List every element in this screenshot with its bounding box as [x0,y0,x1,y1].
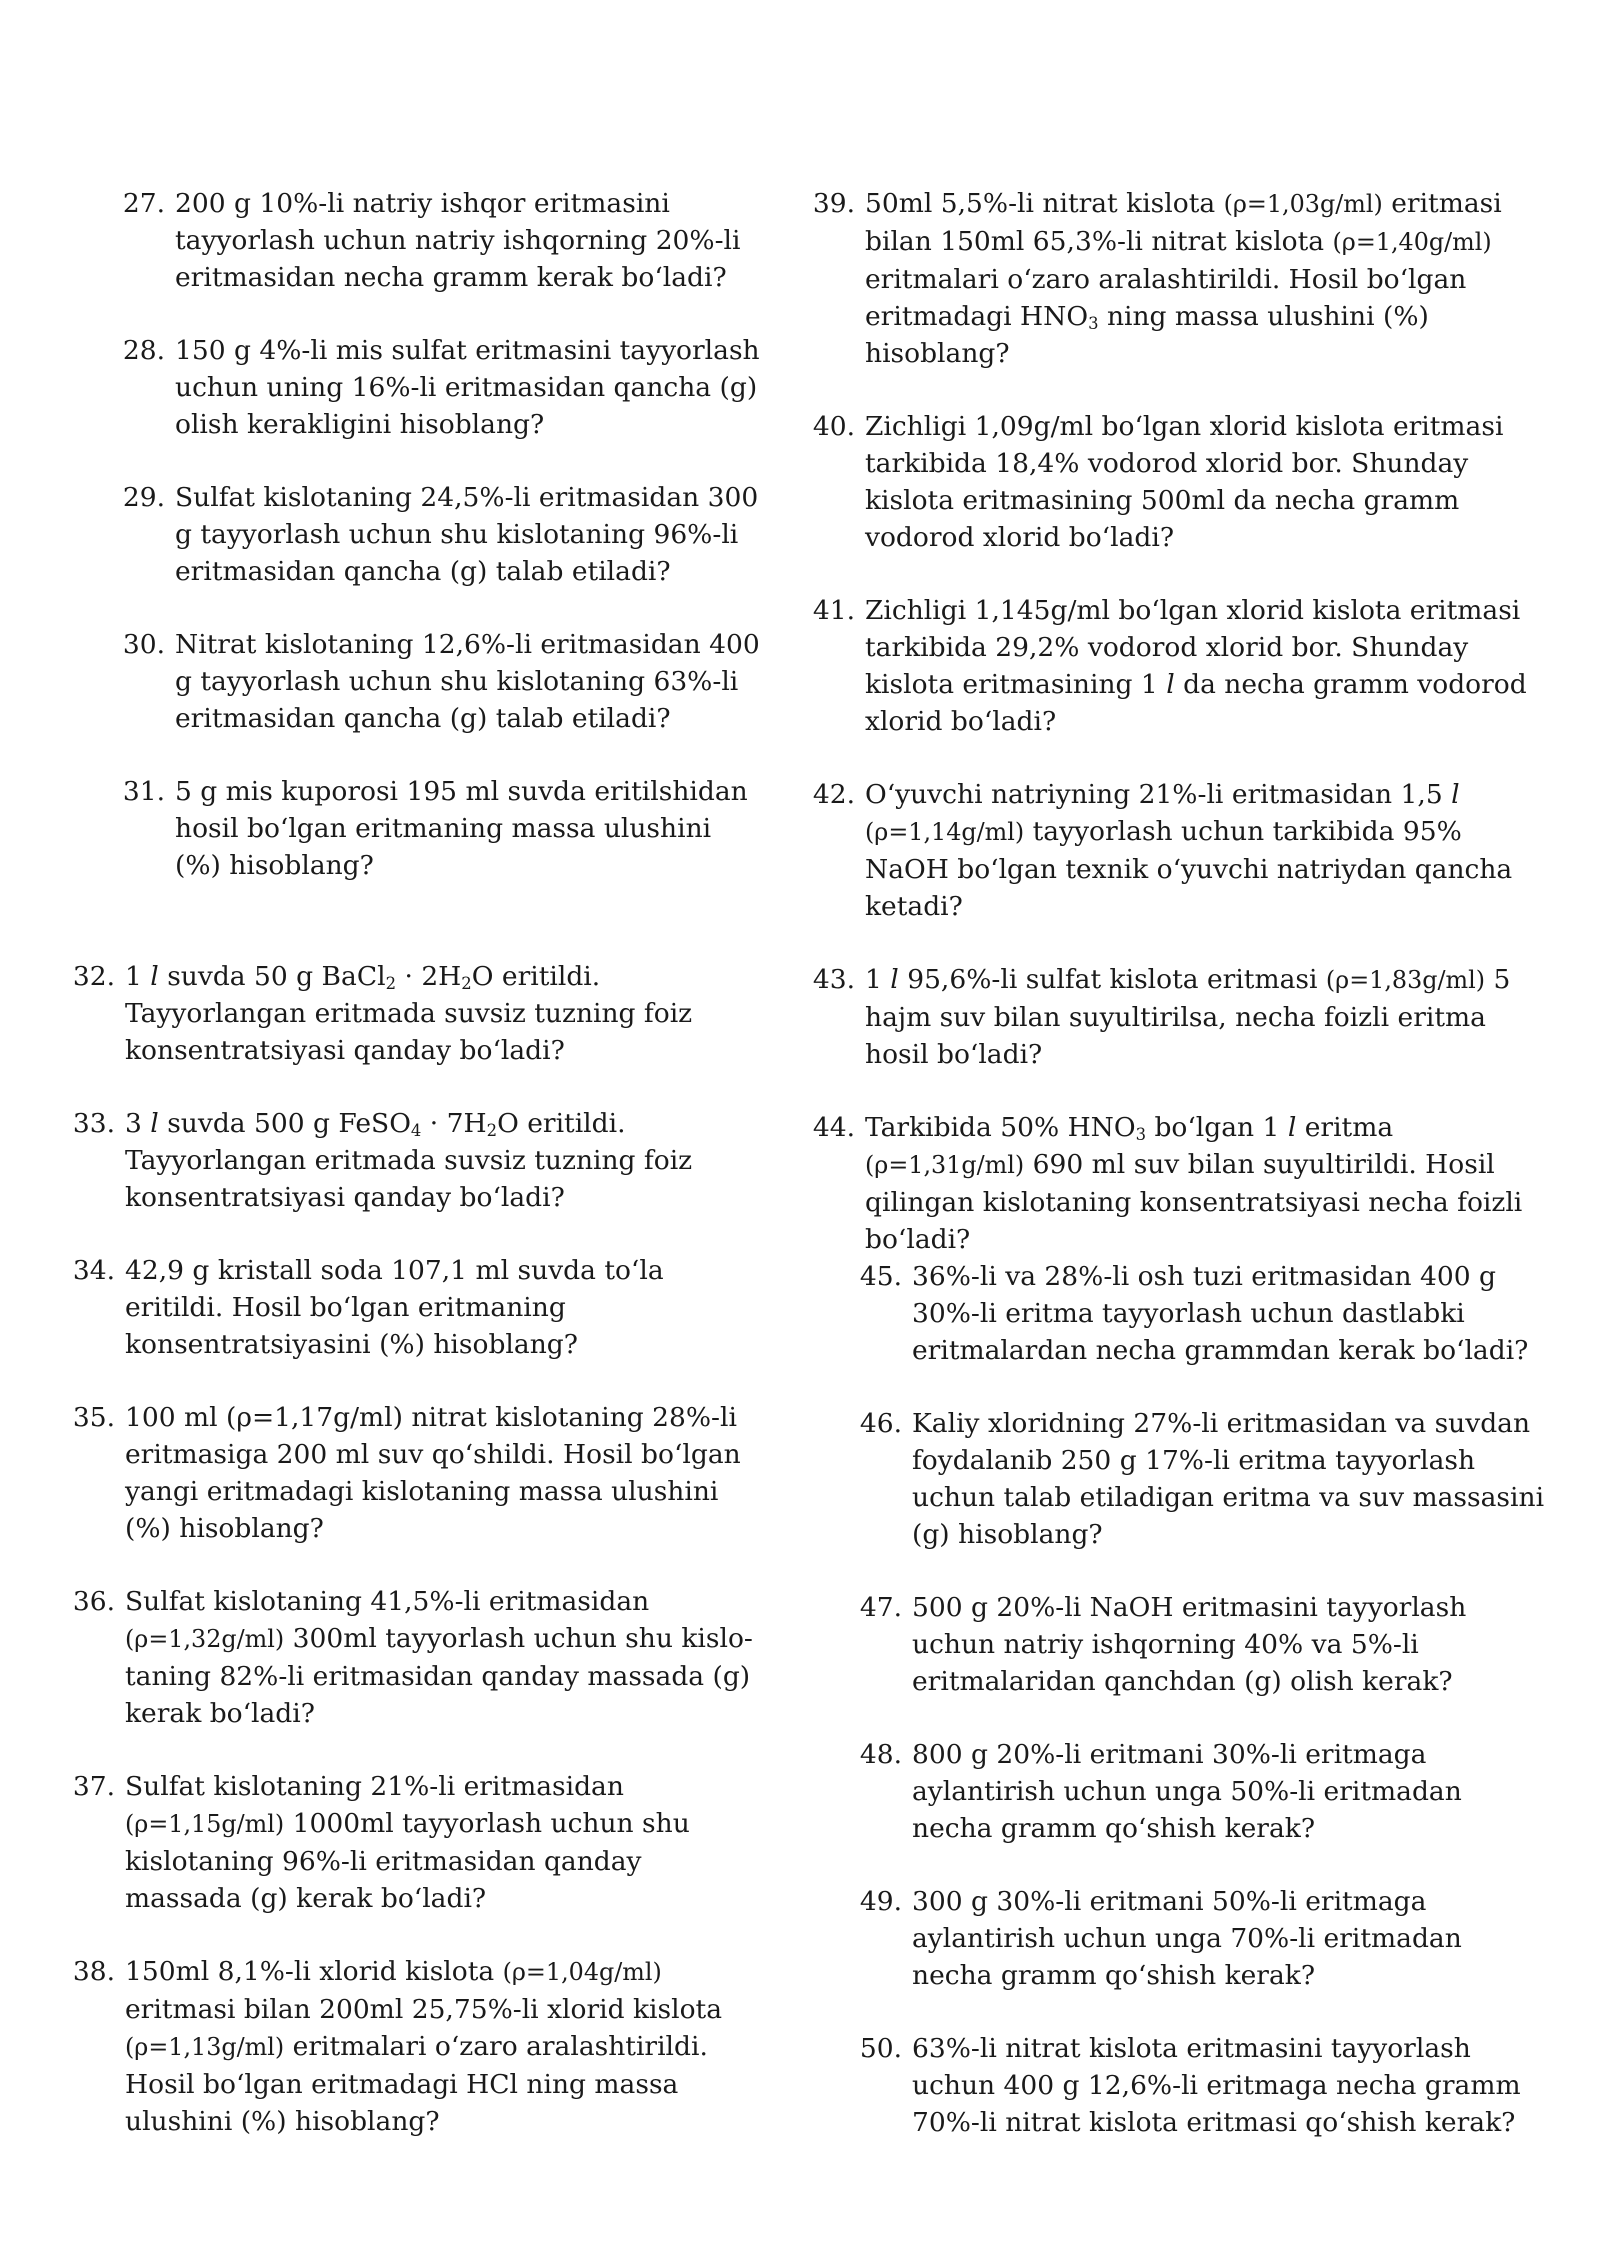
question-text: 50ml 5,5%-li nitrat kislota (ρ=1,03g/ml) eritmasi bilan 150ml 65,3%-li nitrat kislota (ρ=1,40g/ml) eritmalari o‘zaro aralashtirildi. Hosil bo‘lgan eritmadagi $HNO_3$ ning massa ulushini (%) hisoblang? [865,188,1502,369]
question-number: 49. [859,1886,902,1917]
question-44 [800,1109,1545,1258]
question-number: 48. [859,1739,902,1770]
question-47 [800,1589,1545,1700]
question-40 [800,408,1545,556]
question-text: 63%-li nitrat kislota eritmasini tayyorlash uchun 400 g 12,6%-li eritmaga necha gramm 70%-li nitrat kislota eritmasi qo‘shish kerak? [912,2033,1521,2138]
question-number: 45. [859,1261,902,1292]
question-number: 37. [72,1771,115,1802]
question-38 [60,1953,760,2140]
question-39 [800,185,1545,372]
question-number: 40. [812,411,855,442]
question-text: 1 l 95,6%-li sulfat kislota eritmasi (ρ=1,83g/ml) 5 hajm suv bilan suyultirilsa, necha foizli eritma hosil bo‘ladi? [865,964,1511,1070]
question-number: 29. [122,482,165,513]
question-text: 800 g 20%-li eritmani 30%-li eritmaga aylantirish uchun unga 50%-li eritmadan necha gramm qo‘shish kerak? [912,1739,1462,1844]
question-number: 44. [812,1112,855,1143]
question-41 [800,592,1545,740]
question-text: 300 g 30%-li eritmani 50%-li eritmaga aylantirish uchun unga 70%-li eritmadan necha gramm qo‘shish kerak? [912,1886,1462,1991]
question-42 [800,776,1545,925]
right-column [800,185,1545,2141]
question-number: 46. [859,1408,902,1439]
question-text: 42,9 g kristall soda 107,1 ml suvda to‘la eritildi. Hosil bo‘lgan eritmaning konsentratsiyasini (%) hisoblang? [125,1255,664,1360]
question-32 [60,958,760,1069]
question-30 [60,626,760,737]
question-text: 36%-li va 28%-li osh tuzi eritmasidan 400 g 30%-li eritma tayyorlash uchun dastlabki eritmalardan necha grammdan kerak bo‘ladi? [912,1261,1529,1366]
question-36 [60,1583,760,1732]
question-number: 32. [72,961,115,992]
question-number: 42. [812,779,855,810]
question-text: 150 g 4%-li mis sulfat eritmasini tayyorlash uchun uning 16%-li eritmasidan qancha (g) olish kerakligini hisoblang? [175,335,760,440]
question-43 [800,961,1545,1073]
question-text: Zichligi 1,145g/ml bo‘lgan xlorid kislota eritmasi tarkibida 29,2% vodorod xlorid bor. Shunday kislota eritmasining 1 l da necha gramm vodorod xlorid bo‘ladi? [865,595,1527,737]
question-text: 5 g mis kuporosi 195 ml suvda eritilshidan hosil bo‘lgan eritmaning massa ulushini (%) hisoblang? [175,776,748,881]
question-34 [60,1252,760,1363]
question-31 [60,773,760,884]
question-number: 39. [812,188,855,219]
question-text: 150ml 8,1%-li xlorid kislota (ρ=1,04g/ml) eritmasi bilan 200ml 25,75%-li xlorid kislota (ρ=1,13g/ml) eritmalari o‘zaro aralashtirildi. Hosil bo‘lgan eritmadagi HCl ning massa ulushini (%) hisoblang? [125,1956,723,2137]
question-number: 31. [122,776,165,807]
question-number: 36. [72,1586,115,1617]
question-33 [60,1105,760,1216]
question-28 [60,332,760,443]
question-text: 200 g 10%-li natriy ishqor eritmasini tayyorlash uchun natriy ishqorning 20%-li eritmasidan necha gramm kerak bo‘ladi? [175,188,741,293]
left-column [60,185,760,2140]
question-text: 3 l suvda 500 g FeSO$_4$ · $7H_2O$ eritildi. Tayyorlangan eritmada suvsiz tuzning foiz konsentratsiyasi qanday bo‘ladi? [125,1108,693,1213]
question-text: Nitrat kislotaning 12,6%-li eritmasidan 400 g tayyorlash uchun shu kislotaning 63%-li eritmasidan qancha (g) talab etiladi? [175,629,760,734]
question-text: Tarkibida 50% $HNO_3$ bo‘lgan 1 l eritma (ρ=1,31g/ml) 690 ml suv bilan suyultirildi. Hosil qilingan kislotaning konsentratsiyasi necha foizli bo‘ladi? [865,1112,1523,1255]
question-37 [60,1768,760,1917]
question-text: 500 g 20%-li NaOH eritmasini tayyorlash uchun natriy ishqorning 40% va 5%-li eritmalaridan qanchdan (g) olish kerak? [912,1592,1467,1697]
question-text: Sulfat kislotaning 41,5%-li eritmasidan (ρ=1,32g/ml) 300ml tayyorlash uchun shu kislo-taning 82%-li eritmasidan qanday massada (g) kerak bo‘ladi? [125,1586,753,1729]
question-text: Sulfat kislotaning 21%-li eritmasidan (ρ=1,15g/ml) 1000ml tayyorlash uchun shu kislotaning 96%-li eritmasidan qanday massada (g) kerak bo‘ladi? [125,1771,690,1914]
question-text: O‘yuvchi natriyning 21%-li eritmasidan 1,5 l (ρ=1,14g/ml) tayyorlash uchun tarkibida 95% NaOH bo‘lgan texnik o‘yuvchi natriydan qancha ketadi? [865,779,1513,922]
question-48 [800,1736,1545,1847]
question-text: Kaliy xloridning 27%-li eritmasidan va suvdan foydalanib 250 g 17%-li eritma tayyorlash uchun talab etiladigan eritma va suv massasini (g) hisoblang? [912,1408,1545,1550]
question-number: 38. [72,1956,115,1987]
question-number: 41. [812,595,855,626]
question-35 [60,1399,760,1547]
question-50 [800,2030,1545,2141]
question-number: 34. [72,1255,115,1286]
question-number: 50. [859,2033,902,2064]
question-number: 33. [72,1108,115,1139]
question-number: 35. [72,1402,115,1433]
question-text: 100 ml (ρ=1,17g/ml) nitrat kislotaning 28%-li eritmasiga 200 ml suv qo‘shildi. Hosil bo‘lgan yangi eritmadagi kislotaning massa ulushini (%) hisoblang? [125,1402,741,1544]
question-49 [800,1883,1545,1994]
question-46 [800,1405,1545,1553]
question-number: 47. [859,1592,902,1623]
question-text: 1 l suvda 50 g BaCl$_2$ · $2H_2O$ eritildi. Tayyorlangan eritmada suvsiz tuzning foiz konsentratsiyasi qanday bo‘ladi? [125,961,693,1066]
question-29 [60,479,760,590]
question-number: 28. [122,335,165,366]
question-45 [800,1258,1545,1369]
question-text: Sulfat kislotaning 24,5%-li eritmasidan 300 g tayyorlash uchun shu kislotaning 96%-li eritmasidan qancha (g) talab etiladi? [175,482,759,587]
question-text: Zichligi 1,09g/ml bo‘lgan xlorid kislota eritmasi tarkibida 18,4% vodorod xlorid bor. Shunday kislota eritmasining 500ml da necha gramm vodorod xlorid bo‘ladi? [865,411,1504,553]
question-27 [60,185,760,296]
question-number: 43. [812,964,855,995]
question-number: 27. [122,188,165,219]
question-number: 30. [122,629,165,660]
